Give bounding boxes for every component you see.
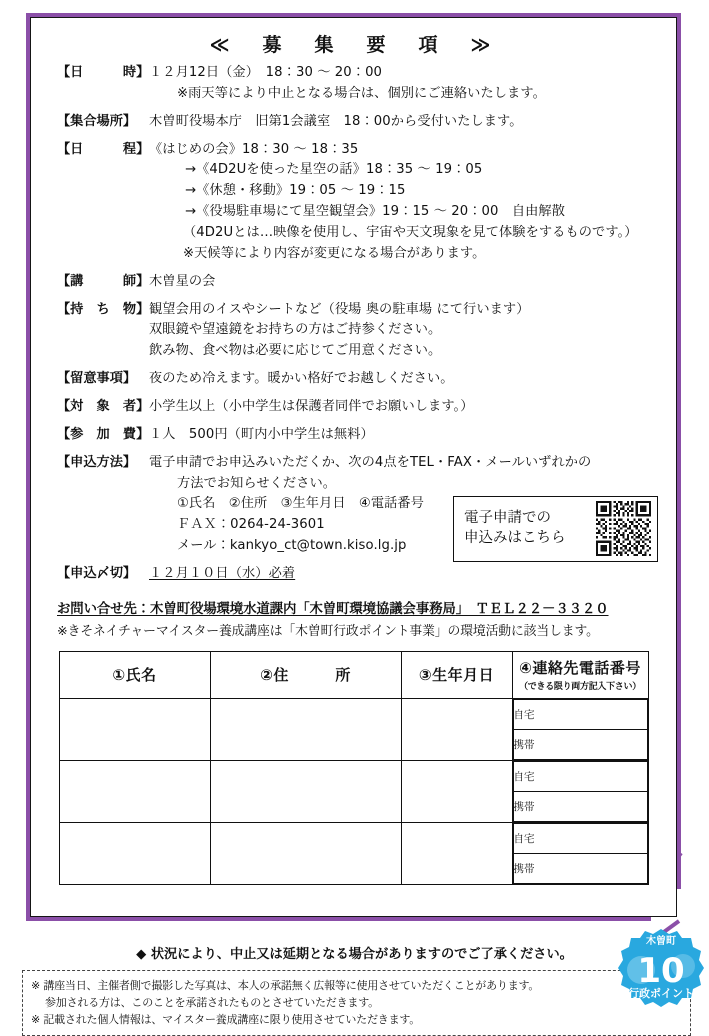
town-point-stamp-icon [617,926,705,1018]
table-row [59,760,648,822]
phone-home-row-1[interactable] [513,699,647,729]
privacy-notes-box [22,970,691,1036]
schedule-line-4: →《役場駐車場にて星空観望会》19：15 ～ 20：00 自由解散 [185,204,565,220]
application-table-body [59,698,648,884]
phone-mobile-row-3[interactable] [513,853,647,883]
cell-phone-2 [512,760,648,822]
cell-name-1[interactable] [59,698,210,760]
phone-subtable-3 [513,823,648,884]
detail-label-fee: 【参 加 費】 [57,426,150,442]
how-to-apply-line-2: 方法でお知らせください。 [177,475,337,491]
schedule-line-3: →《休憩・移動》19：05 ～ 19：15 [185,183,406,199]
detail-value-notes [149,369,676,390]
bring-items-line-2: 双眼鏡や望遠鏡をお持ちの方はご持参ください。 [149,322,442,338]
cell-address-3[interactable] [210,822,401,884]
phone-home-label-2: 自宅 [513,761,647,791]
flyer-content-panel [30,17,677,917]
application-form-table [59,651,649,885]
detail-label-notes: 【留意事項】 [57,371,137,387]
detail-label-eligibility: 【対 象 者】 [57,399,150,415]
table-row [59,698,648,760]
datetime-line-1: １２月12日（金） 18：30 ～ 20：00 [149,65,383,80]
notes-line-1: 夜のため冷えます。暖かい格好でお越しください。 [149,371,454,387]
meeting-place-line-1: 木曽町役場本庁 旧第1会議室 18：00から受付いたします。 [149,113,523,129]
how-to-apply-email: メール：kankyo_ct@town.kiso.lg.jp [177,538,407,554]
badge-bottom-text: 行政ポイント [628,987,694,1000]
phone-mobile-label-1: 携帯 [513,729,647,759]
instructor-line-1: 木曽星の会 [149,273,216,289]
detail-row-fee [31,425,676,446]
column-header-phone-label: ④連絡先電話番号 [519,659,641,678]
detail-label-meeting-place: 【集合場所】 [57,113,137,129]
table-header-row [59,651,648,698]
detail-value-meeting-place [149,112,676,133]
phone-mobile-row-2[interactable] [513,791,647,821]
detail-label-schedule: 【日 程】 [57,141,150,157]
qr-panel-line-1: 電子申請での [464,510,551,527]
column-header-dob [401,651,512,698]
qr-code-icon[interactable] [596,501,651,556]
cell-dob-2[interactable] [401,760,512,822]
detail-value-fee [149,425,676,446]
frame-bottom-edge [26,917,651,921]
bring-items-line-1: 観望会用のイスやシートなど（役場 奥の駐車場 にて行います） [149,301,530,317]
phone-home-row-3[interactable] [513,823,647,853]
detail-label-datetime: 【日 時】 [57,65,150,80]
column-header-address-label: ②住 所 [260,666,351,685]
badge-number: 10 [637,951,685,991]
page-title: ≪ 募 集 要 項 ≫ [209,34,498,56]
privacy-note-1-continued: 参加される方は、このことを承諾されたものとさせていただきます。 [45,996,379,1010]
cell-name-2[interactable] [59,760,210,822]
column-header-phone [512,651,648,698]
cell-dob-1[interactable] [401,698,512,760]
bring-items-line-3: 飲み物、食べ物は必要に応じてご用意ください。 [149,343,442,359]
column-header-name [59,651,210,698]
how-to-apply-line-1: 電子申請でお申込みいただくか、次の4点をTEL・FAX・メールいずれかの [149,454,592,470]
detail-row-how-to-apply [31,453,676,557]
column-header-name-label: ①氏名 [112,666,157,685]
detail-label-how-to-apply: 【申込方法】 [57,454,137,470]
phone-subtable-2 [513,761,648,822]
how-to-apply-line-3: ①氏名 ②住所 ③生年月日 ④電話番号 [177,496,425,512]
phone-mobile-label-3: 携帯 [513,853,647,883]
cell-name-3[interactable] [59,822,210,884]
footer-zone [0,925,709,1027]
schedule-line-6: ※天候等により内容が変更になる場合があります。 [183,245,486,261]
privacy-note-1: ※ 講座当日、主催者側で撮影した写真は、本人の承諾無く広報等に使用させていただくことがあります。 [31,979,540,992]
datetime-line-2: ※雨天等により中止となる場合は、個別にご連絡いたします。 [177,85,546,101]
detail-value-deadline [149,564,676,585]
how-to-apply-fax: ＦＡＸ：0264-24-3601 [177,517,325,533]
column-header-phone-sublabel: （できる限り両方記入下さい） [519,682,641,693]
application-table-header [59,651,648,698]
detail-value-eligibility [149,397,676,418]
detail-value-datetime [149,63,676,105]
qr-panel-text [464,509,566,548]
phone-mobile-row-1[interactable] [513,729,647,759]
cell-dob-3[interactable] [401,822,512,884]
column-header-address [210,651,401,698]
cancellation-notice: ◆ 状況により、中止又は延期となる場合がありますのでご了承ください。 [136,947,573,962]
detail-value-bring-items [149,300,676,363]
detail-row-instructor [31,272,676,293]
cell-address-2[interactable] [210,760,401,822]
badge-top-text: 木曽町 [646,936,676,947]
online-application-qr-panel[interactable] [453,496,658,562]
privacy-note-2: ※ 記載された個人情報は、マイスター養成講座に限り使用させていただきます。 [31,1013,421,1027]
frame-right-edge [677,13,681,889]
detail-row-meeting-place [31,112,676,133]
detail-row-deadline [31,564,676,585]
qr-panel-line-2: 申込みはこちら [464,529,566,546]
contact-info-block [31,592,676,639]
schedule-line-2: →《4D2Uを使った星空の話》18：35 ～ 19：05 [185,162,483,178]
cell-phone-3 [512,822,648,884]
column-header-dob-label: ③生年月日 [418,666,495,685]
phone-home-label-3: 自宅 [513,823,647,853]
phone-home-row-2[interactable] [513,761,647,791]
detail-row-schedule [31,140,676,265]
schedule-line-1: 《はじめの会》18：30 ～ 18：35 [149,141,359,157]
detail-label-instructor: 【講 師】 [57,273,150,289]
detail-value-instructor [149,272,676,293]
deadline-line-1: １２月１０日（水）必着 [149,566,296,582]
detail-row-bring-items [31,300,676,363]
detail-row-eligibility [31,397,676,418]
eligibility-line-1: 小学生以上（小中学生は保護者同伴でお願いします。） [149,399,474,415]
cell-phone-1 [512,698,648,760]
detail-value-schedule [149,140,676,265]
detail-label-deadline: 【申込〆切】 [57,566,137,582]
cell-address-1[interactable] [210,698,401,760]
contact-office-line: お問い合せ先：木曽町役場環境水道課内「木曽町環境協議会事務局」 ＴＥＬ２２－３３２０ [57,601,609,617]
phone-home-label-1: 自宅 [513,699,647,729]
contact-point-program-line: ※きそネイチャーマイスター養成講座は「木曽町行政ポイント事業」の環境活動に該当します。 [57,623,599,639]
fee-line-1: １人 500円（町内小中学生は無料） [149,426,374,442]
schedule-line-5: （4D2Uとは…映像を使用し、宇宙や天文現象を見て体験をするものです。） [183,225,638,241]
detail-row-datetime [31,63,676,105]
detail-row-notes [31,369,676,390]
details-list [31,59,676,585]
phone-mobile-label-2: 携帯 [513,791,647,821]
table-row [59,822,648,884]
detail-label-bring-items: 【持 ち 物】 [57,301,150,317]
phone-subtable-1 [513,699,648,760]
